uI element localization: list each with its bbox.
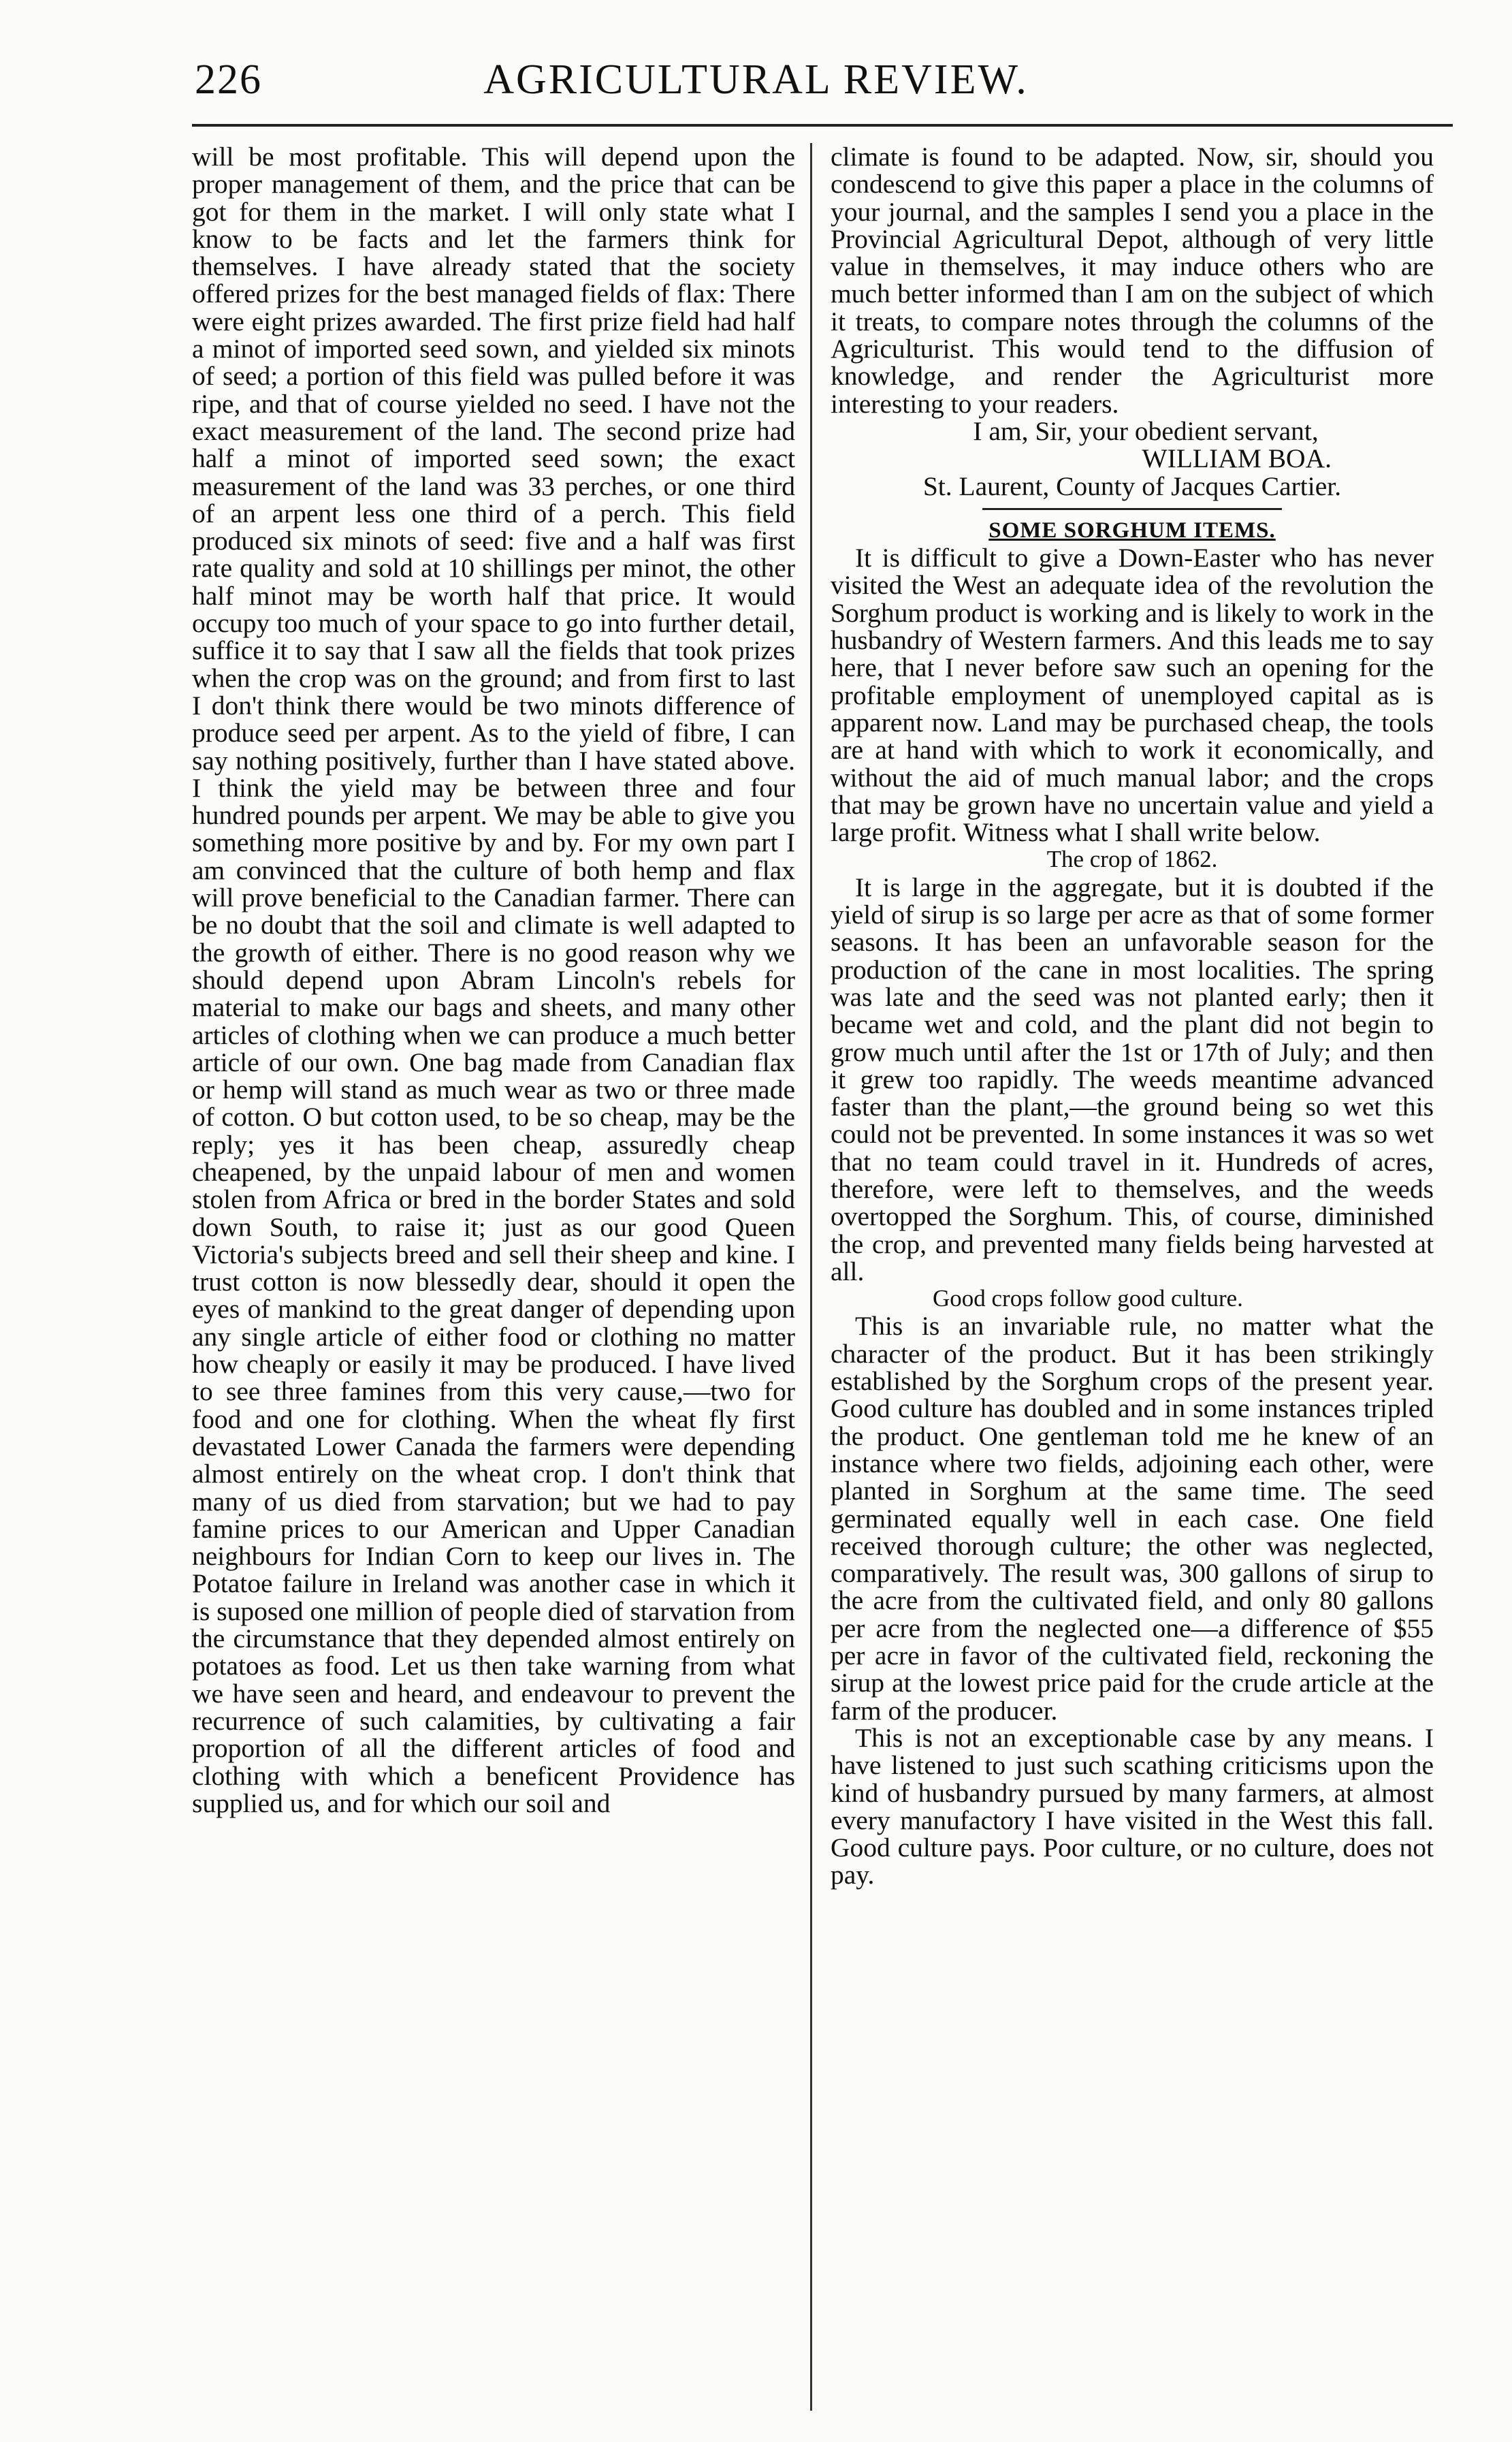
header-rule xyxy=(192,124,1453,127)
letter-end-paragraph: climate is found to be adapted. Now, sir, should you condescend to give this paper a place in the columns of your journal, and the samples I send you a place in the Provincial Agricultural Depot, although of very little value in themselves, it may induce others who are much better informed than I am on the subject of which it treats, to compare notes through the columns of the Agriculturist. This would tend to the diffusion of knowledge, and render the Agriculturist more interesting to your readers. xyxy=(831,142,1434,419)
journal-title: AGRICULTURAL REVIEW. xyxy=(483,57,1029,103)
subhead-good-culture: Good crops follow good culture. xyxy=(933,1285,1243,1312)
article-paragraph-2: It is large in the aggregate, but it is doubted if the yield of sirup is so large per acre as that of some former seasons. It has been an unfavorable season for the production of the cane in most localities. The spring was late and the seed was not planted early; then it became wet and cold, and the plant did not begin to grow much until after the 1st or 17th of July; and then it grew too rapidly. The weeds meantime advanced faster than the plant,—the ground being so wet this could not be prevented. In some instances it was so wet that no team could travel in it. Hundreds of acres, therefore, were left to themselves, and the weeds overtopped the Sorghum. This, of course, diminished the crop, and prevented many fields being harvested at all. xyxy=(831,872,1434,1286)
running-header xyxy=(0,56,1512,110)
subhead-crop-of-1862: The crop of 1862. xyxy=(1046,846,1218,873)
left-column xyxy=(192,143,795,1817)
right-column xyxy=(831,143,1434,1889)
letter-location: St. Laurent, County of Jacques Cartier. xyxy=(922,471,1342,501)
article-paragraph-3: This is an invariable rule, no matter what the character of the product. But it has been strikingly established by the Sorghum crops of the present year. Good culture has doubled and in some instances tripled the product. One gentleman told me he knew of an instance where two fields, adjoining each other, were planted in Sorghum at the same time. The seed germinated equally well in each case. One field received thorough culture; the other was neglected, comparatively. The result was, 300 gallons of sirup to the acre from the cultivated field, and only 80 gallons per acre from the neglected one—a difference of $55 per acre in favor of the cultivated field, reckoning the sirup at the lowest price paid for the crude article at the farm of the producer. xyxy=(831,1311,1434,1726)
letter-closing: I am, Sir, your obedient servant, xyxy=(973,415,1319,446)
article-paragraph-1: It is difficult to give a Down-Easter who has never visited the West an adequate idea of the revolution the Sorghum product is working and is likely to work in the husbandry of Western farmers. And this leads me to say here, that I never before saw such an opening for the profitable employment of unemployed capital as is apparent now. Land may be purchased cheap, the tools are at hand with which to work it economically, and without the aid of much manual labor; and the crops that may be grown have no uncertain value and yield a large profit. Witness what I shall write below. xyxy=(831,543,1434,848)
article-headline: SOME SORGHUM ITEMS. xyxy=(988,518,1276,543)
section-rule xyxy=(982,508,1282,510)
article-paragraph-4: This is not an exceptionable case by any means. I have listened to just such scathing criticisms upon the kind of husbandry pursued by many farmers, at almost every manufactory I have visited in the West this fall. Good culture pays. Poor culture, or no culture, does not pay. xyxy=(831,1722,1434,1890)
column-divider xyxy=(810,143,812,2411)
letter-signature: WILLIAM BOA. xyxy=(1142,443,1332,474)
left-paragraph-1: will be most profitable. This will depend upon the proper management of them, and the price that can be got for them in the market. I will only state what I know to be facts and let the farmers think for themselves. I have already stated that the society offered prizes for the best managed fields of flax: There were eight prizes awarded. The first prize field had half a minot of imported seed sown, and yielded six minots of seed; a portion of this field was pulled before it was ripe, and that of course yielded no seed. I have not the exact measurement of the land. The second prize had half a minot of imported seed sown; the exact measurement of the land was 33 perches, or one third of an arpent less one third of a perch. This field produced six minots of seed: five and a half was first rate quality and sold at 10 shillings per minot, the other half minot may be worth half that price. It would occupy too much of your space to go into further detail, suffice it to say that I saw all the fields that took prizes when the crop was on the ground; and from first to last I don't think there would be two minots difference of produce seed per arpent. As to the yield of fibre, I can say nothing positively, further than I have stated above. I think the yield may be between three and four hundred pounds per arpent. We may be able to give you something more positive by and by. For my own part I am convinced that the culture of both hemp and flax will prove beneficial to the Canadian farmer. There can be no doubt that the soil and climate is well adapted to the growth of either. There is no good reason why we should depend upon Abram Lincoln's rebels for material to make our bags and sheets, and many other articles of clothing when we can produce a much better article of our own. One bag made from Canadian flax or hemp will stand as much wear as two or three made of cotton. O but cotton used, to be so cheap, may be the reply; yes it has been cheap, assuredly cheap cheapened, by the unpaid labour of men and women stolen from Africa or bred in the border States and sold down South, to raise it; just as our good Queen Victoria's subjects breed and sell their sheep and kine. I trust cotton is now blessedly dear, should it open the eyes of mankind to the great danger of depending upon any single article of either food or clothing no matter how cheaply or easily it may be produced. I have lived to see three famines from this very cause,—two for food and one for clothing. When the wheat fly first devastated Lower Canada the farmers were depending almost entirely on the wheat crop. I don't think that many of us died from starvation; but we had to pay famine prices to our American and Upper Canadian neighbours for Indian Corn to keep our lives in. The Potatoe failure in Ireland was another case in which it is suposed one million of people died of starvation from the circumstance that they depended almost entirely on potatoes as food. Let us then take warning from what we have seen and heard, and endeavour to prevent the recurrence of such calamities, by cultivating a fair proportion of all the different articles of food and clothing with which a beneficent Providence has supplied us, and for which our soil and xyxy=(192,142,795,1818)
page-number: 226 xyxy=(195,57,262,103)
